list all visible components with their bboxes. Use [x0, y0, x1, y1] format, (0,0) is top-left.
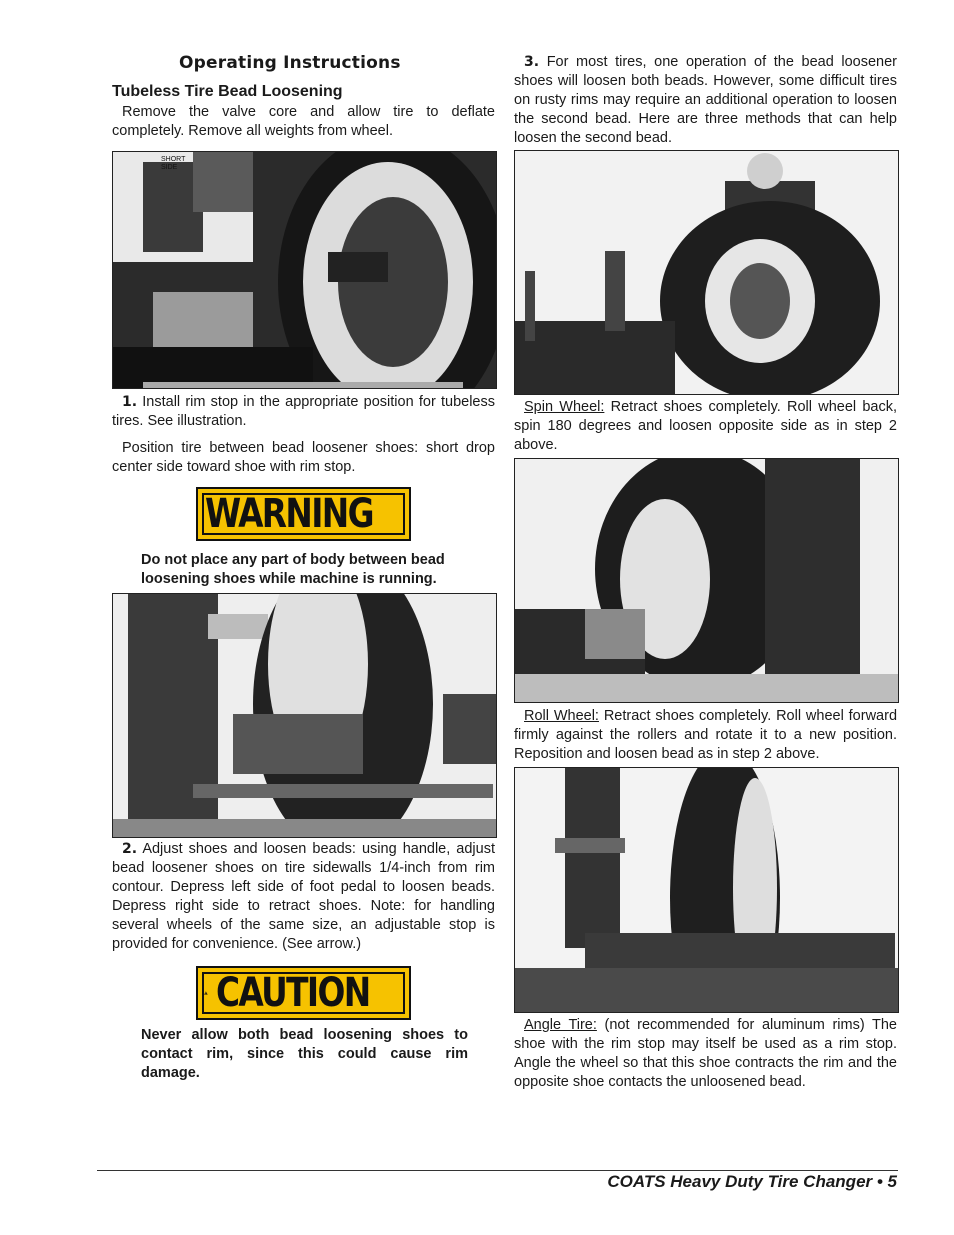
- photo-adjust-shoes: [112, 593, 497, 838]
- step1-text: Install rim stop in the appropriate position for tubeless tires. See illustration.: [112, 394, 495, 429]
- intro-paragraph: Remove the valve core and allow tire to deflate completely. Remove all weights from wheel.: [112, 104, 495, 139]
- subsection-title: Tubeless Tire Bead Loosening: [112, 83, 343, 100]
- roll-wheel-paragraph: [514, 707, 897, 764]
- caution-text: Never allow both bead loosening shoes to contact rim, since this could cause rim damage.: [141, 1027, 468, 1081]
- spin-wheel-label: Spin Wheel:: [524, 399, 605, 415]
- spin-wheel-text: Retract shoes completely. Roll wheel back, spin 180 degrees and loosen opposite side as in step 2 above.: [514, 399, 897, 453]
- photo-rim-stop: [112, 151, 497, 389]
- footer-text: COATS Heavy Duty Tire Changer • 5: [607, 1172, 897, 1191]
- warning-sign: [196, 487, 411, 541]
- step3-paragraph: [514, 53, 897, 148]
- photo-roll-wheel: [514, 458, 899, 703]
- step1-paragraph: [112, 393, 495, 431]
- warning-text: Do not place any part of body between bead loosening shoes while machine is running.: [141, 552, 445, 587]
- step3-number: 3.: [524, 54, 540, 70]
- photo-angle-tire: [514, 767, 899, 1013]
- roll-wheel-label: Roll Wheel:: [524, 708, 599, 724]
- section-title: Operating Instructions: [179, 53, 401, 73]
- caution-triangle-icon: [204, 981, 208, 1005]
- roll-wheel-text: Retract shoes completely. Roll wheel forward firmly against the rollers and rotate it to a new position. Reposition and loosen bead as in step 2 above.: [514, 708, 898, 762]
- step3-text: For most tires, one operation of the bead loosener shoes will loosen both beads. However, some difficult tires on rusty rims may require an additional operation to loosen the second bead. Here are three methods that can help loosen the second bead.: [514, 54, 898, 146]
- warning-word: WARNING: [205, 491, 374, 537]
- position-paragraph: Position tire between bead loosener shoes: short drop center side toward shoe with rim stop.: [112, 440, 495, 475]
- step2-number: 2.: [122, 841, 138, 857]
- photo-label-short-side: SHORT SIDE: [161, 156, 186, 171]
- photo-spin-wheel: [514, 150, 899, 395]
- step2-paragraph: [112, 840, 495, 954]
- footer-rule: [97, 1170, 898, 1171]
- angle-tire-paragraph: [514, 1016, 897, 1092]
- spin-wheel-paragraph: [514, 398, 897, 455]
- step2-text: Adjust shoes and loosen beads: using handle, adjust bead loosener shoes on tire sidewalls 1/4-inch from rim contour. Depress left side of foot pedal to loosen beads. Depress right side to retract shoes. Note: for handling several wheels of the same size, an adjustable stop is provided for convenience. (See arrow.): [112, 841, 495, 952]
- step1-number: 1.: [122, 394, 138, 410]
- angle-tire-label: Angle Tire:: [524, 1017, 597, 1033]
- angle-tire-text: (not recommended for aluminum rims) The shoe with the rim stop may itself be used as a rim stop. Angle the wheel so that this shoe contracts the rim and the opposite shoe contacts the unloosened bead.: [514, 1017, 897, 1090]
- caution-sign: [196, 966, 411, 1020]
- caution-word: CAUTION: [215, 970, 370, 1016]
